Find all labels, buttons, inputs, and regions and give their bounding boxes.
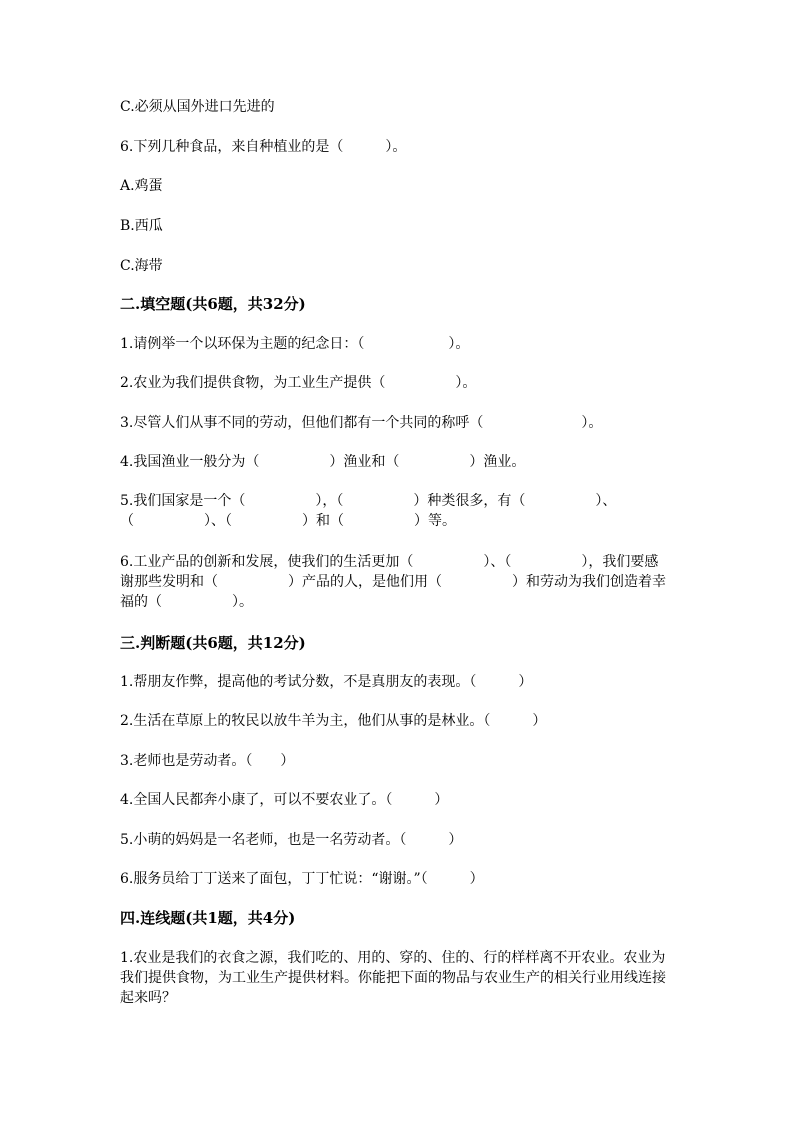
section-3-heading: 三.判断题(共6题，共12分) xyxy=(120,634,306,652)
option-c-import: C.必须从国外进口先进的 xyxy=(120,99,275,115)
fill-item-5: 5.我们国家是一个（ ），（ ）种类很多，有（ ）、（ ）、（ ）和（ ）等。 xyxy=(120,493,617,529)
judge-item-3: 3.老师也是劳动者。（ ） xyxy=(120,753,295,769)
judge-item-1: 1.帮朋友作弊，提高他的考试分数，不是真朋友的表现。（ ） xyxy=(120,674,533,690)
option-c: C.海带 xyxy=(120,258,163,274)
judge-item-6: 6.服务员给丁丁送来了面包，丁丁忙说：“谢谢。”（ ） xyxy=(120,871,484,887)
section-4-heading: 四.连线题(共1题，共4分) xyxy=(120,909,296,927)
question-6-stem: 6.下列几种食品，来自种植业的是（ ）。 xyxy=(120,139,407,155)
fill-item-2: 2.农业为我们提供食物，为工业生产提供（ ）。 xyxy=(120,375,477,391)
matching-item-1: 1.农业是我们的衣食之源，我们吃的、用的、穿的、住的、行的样样离不开农业。农业为我们提供食物，为工业生产提供材料。你能把下面的物品与农业生产的相关行业用线连接起来吗？ xyxy=(120,950,666,1006)
fill-item-3: 3.尽管人们从事不同的劳动，但他们都有一个共同的称呼（ ）。 xyxy=(120,415,603,431)
option-b: B.西瓜 xyxy=(120,218,163,234)
judge-item-2: 2.生活在草原上的牧民以放牛羊为主，他们从事的是林业。（ ） xyxy=(120,713,547,729)
judge-item-4: 4.全国人民都奔小康了，可以不要农业了。（ ） xyxy=(120,792,449,808)
judge-item-5: 5.小萌的妈妈是一名老师，也是一名劳动者。（ ） xyxy=(120,832,463,848)
fill-item-4: 4.我国渔业一般分为（ ）渔业和（ ）渔业。 xyxy=(120,454,526,470)
fill-item-1: 1.请例举一个以环保为主题的纪念日：（ ）。 xyxy=(120,336,470,352)
fill-item-6: 6.工业产品的创新和发展，使我们的生活更加（ ）、（ ），我们要感谢那些发明和（ ）产品的人，是他们用（ ）和劳动为我们创造着幸福的（ ）。 xyxy=(120,554,666,610)
section-2-heading: 二.填空题(共6题，共32分) xyxy=(120,295,306,313)
option-a: A.鸡蛋 xyxy=(120,178,163,194)
